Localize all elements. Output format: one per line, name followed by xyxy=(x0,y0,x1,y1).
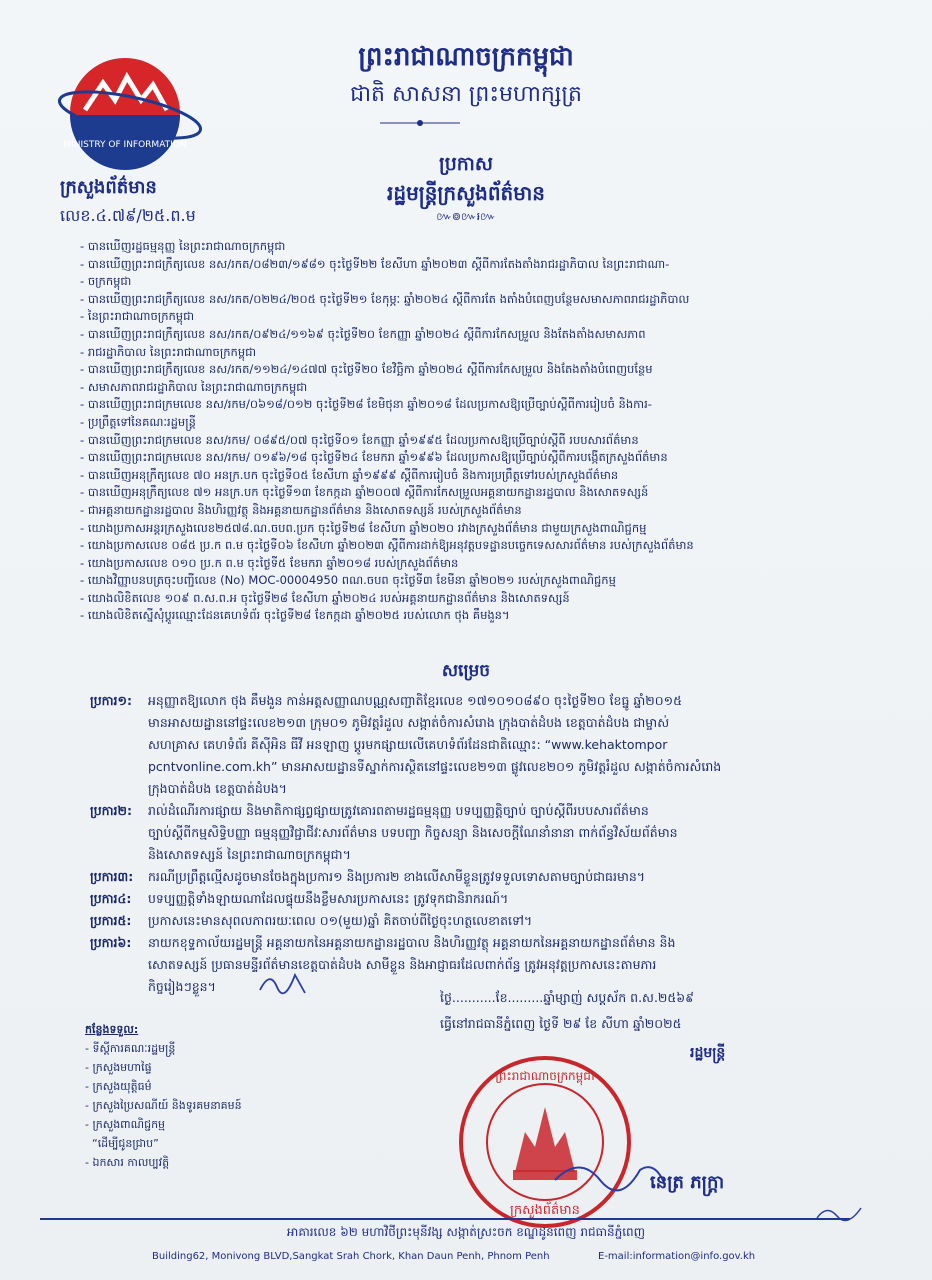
article-text: អនុញ្ញាតឱ្យលោក ថុង គឹមងួន កាន់អត្តសញ្ញាណបណ្ណសញ្ជាតិខ្មែរលេខ ១៧១០១០៨៩០ ចុះថ្ងៃទី២០ ខែធ្នូ ឆ្នាំ២០១៥ xyxy=(148,693,682,708)
article-label xyxy=(90,822,148,844)
preliminary-item: - រាជរដ្ឋាភិបាល នៃព្រះរាជាណាចក្រកម្ពុជា xyxy=(80,344,860,362)
article-label xyxy=(90,756,148,778)
recipient-item: - ទីស្តីការគណៈរដ្ឋមន្ត្រី xyxy=(85,1042,176,1055)
recipient-item: - ក្រសួងពាណិជ្ជកម្ម xyxy=(85,1118,166,1131)
preliminary-item: - បានឃើញព្រះរាជក្រមលេខ នស/រកម/០៦១៨/០១២ ចុះថ្ងៃទី២៨ ខែមិថុនា ឆ្នាំ២០១៨ ដែលប្រកាសឱ្យប្រើច្បាប់ស្តីពីការរៀបចំ និងការ- xyxy=(80,396,860,414)
reference-number: លេខ.៤.៧៩/២៥.ព.ម xyxy=(60,206,196,225)
dateline xyxy=(440,985,694,1037)
divider-ornament xyxy=(380,118,460,128)
preliminary-item: - សមាសភាពរាជរដ្ឋាភិបាល នៃព្រះរាជាណាចក្រកម្ពុជា xyxy=(80,379,860,397)
preliminary-list xyxy=(80,238,860,625)
solar-date: ធ្វើនៅរាជធានីភ្នំពេញ ថ្ងៃទី ២៩ ខែ សីហា ឆ្នាំ២០២៥ xyxy=(440,1016,682,1031)
preliminary-item: - ចក្រកម្ពុជា xyxy=(80,273,860,291)
article-label: ប្រការ៦: xyxy=(90,935,132,950)
article-label: ប្រការ១: xyxy=(90,693,132,708)
signatory-name: នេត្រ ភក្ត្រា xyxy=(650,1172,725,1193)
articles-section xyxy=(90,690,870,998)
article-text: pcntvonline.com.kh” មានអាសយដ្ឋានទីស្នាក់ការស្ថិតនៅផ្ទះលេខ២១៣ ផ្លូវលេខ២០១ ភូមិវត្តរំដួល សង្កាត់ចំការសំរោង xyxy=(148,759,722,774)
article-line xyxy=(90,778,870,800)
article-line xyxy=(90,954,870,976)
preliminary-item: - យោងលិខិតស្នើសុំប្តូរឈ្មោះដែនគេហទំព័រ ចុះថ្ងៃទី២៨ ខែកក្កដា ឆ្នាំ២០២៥ របស់លោក ថុង គឹមងួន។ xyxy=(80,607,860,625)
ministry-name: ក្រសួងព័ត៌មាន xyxy=(60,177,157,198)
article-line xyxy=(90,932,870,954)
article-label: ប្រការ៤: xyxy=(90,891,132,906)
article-line xyxy=(90,734,870,756)
article-text: ច្បាប់ស្តីពីកម្មសិទ្ធិបញ្ញា ធម្មនុញ្ញវិជ្ជាជីវៈសារព័ត៌មាន បទបញ្ជា កិច្ចសន្យា និងសេចក្តីណែនាំនានា ពាក់ព័ន្ធវិស័យព័ត៌មាន xyxy=(148,825,678,840)
article-label xyxy=(90,976,148,998)
article-text: សោតទស្សន៍ ប្រធានមន្ទីរព័ត៌មានខេត្តបាត់ដំបង សាមីខ្លួន និងអាជ្ញាធរដែលពាក់ព័ន្ធ ត្រូវអនុវត្តប្រកាសនេះតាមភារ xyxy=(148,957,657,972)
article-line xyxy=(90,690,870,712)
initial-signature xyxy=(255,965,310,1000)
article-label: ប្រការ២: xyxy=(90,803,132,818)
article-label xyxy=(90,734,148,756)
article-line xyxy=(90,844,870,866)
preliminary-item: - យោងប្រកាសអន្តរក្រសួងលេខ២៥៧៨.ណ.ចបព.ប្រក ចុះថ្ងៃទី២៨ ខែសីហា ឆ្នាំ២០២០ រវាងក្រសួងព័ត៌មាន ជាមួយក្រសួងពាណិជ្ជកម្ម xyxy=(80,520,860,538)
article-line xyxy=(90,800,870,822)
preliminary-item: - បានឃើញព្រះរាជក្រឹត្យលេខ នស/រកត/០៨២៣/១៩៨១ ចុះថ្ងៃទី២២ ខែសីហា ឆ្នាំ២០២៣ ស្តីពីការតែងតាំងរាជរដ្ឋាភិបាល នៃព្រះរាជាណា- xyxy=(80,256,860,274)
preliminary-item: - យោងប្រកាសលេខ ០១០ ប្រ.ក ព.ម ចុះថ្ងៃទី៥ ខែមករា ឆ្នាំ២០១៨ របស់ក្រសួងព័ត៌មាន xyxy=(80,555,860,573)
article-label: ប្រការ៣: xyxy=(90,869,134,884)
article-text: និងសោតទស្សន៍ នៃព្រះរាជាណាចក្រកម្ពុជា។ xyxy=(148,847,351,862)
signatory-title: រដ្ឋមន្ត្រី xyxy=(690,1045,726,1061)
article-label xyxy=(90,778,148,800)
recipient-item: - ក្រសួងប្រៃសណីយ៍ និងទូរគមនាគមន៍ xyxy=(85,1099,242,1112)
seal-bottom-text: ក្រសួងព័ត៌មាន xyxy=(510,1203,580,1218)
recipient-item: - ឯកសារ កាលប្បវត្តិ xyxy=(85,1156,170,1169)
lunar-date: ថ្ងៃ...........ខែ.........ឆ្នាំម្សាញ់ សប្តស័ក ព.ស.២៥៦៩ xyxy=(440,990,694,1005)
article-line xyxy=(90,712,870,734)
preliminary-item: - បានឃើញព្រះរាជក្រមលេខ នស/រកម/ ០១៩៦/១៨ ចុះថ្ងៃទី២៤ ខែមករា ឆ្នាំ១៩៩៦ ដែលប្រកាសឱ្យប្រើច្បាប់ស្តីពីការបង្កើតក្រសួងព័ត៌មាន xyxy=(80,449,860,467)
document-type: ប្រកាស xyxy=(439,153,493,175)
preliminary-item: - បានឃើញអនុក្រឹត្យលេខ ៧១ អនក្រ.បក ចុះថ្ងៃទី១៣ ខែកក្កដា ឆ្នាំ២០០៧ ស្តីពីការកែសម្រួលអគ្គនាយកដ្ឋានរដ្ឋបាល និងសោតទស្សន៍ xyxy=(80,484,860,502)
preliminary-item: - យោងប្រកាសលេខ ០៨៥ ប្រ.ក ព.ម ចុះថ្ងៃទី០៦ ខែសីហា ឆ្នាំ២០២៣ ស្តីពីការដាក់ឱ្យអនុវត្តបទដ្ឋានបច្ចេកទេសសារព័ត៌មាន របស់ក្រសួងព័ត៌មាន xyxy=(80,537,860,555)
recipients-block xyxy=(85,1020,242,1172)
preliminary-item: - ជាអគ្គនាយកដ្ឋានរដ្ឋបាល និងហិរញ្ញវត្ថុ និងអគ្គនាយកដ្ឋានព័ត៌មាន និងសោតទស្សន៍ របស់ក្រសួងព័ត៌មាន xyxy=(80,502,860,520)
article-line xyxy=(90,888,870,910)
preliminary-item: - ប្រព្រឹត្តទៅនៃគណៈរដ្ឋមន្ត្រី xyxy=(80,414,860,432)
official-seal xyxy=(455,1052,635,1232)
title-ornament: ៚៙៚៛៚ xyxy=(436,210,496,223)
preliminary-item: - នៃព្រះរាជាណាចក្រកម្ពុជា xyxy=(80,308,860,326)
preliminary-item: - បានឃើញព្រះរាជក្រឹត្យលេខ នស/រកត/១១២៤/១៤៧៧ ចុះថ្ងៃទី២០ ខែវិច្ឆិកា ឆ្នាំ២០២៤ ស្តីពីការកែសម្រួល និងតែងតាំងបំពេញបន្ថែម xyxy=(80,361,860,379)
article-text: សហគ្រាស គេហទំព័រ គីស៊ីអិន ធីវី អនឡាញ ប្តូរមកផ្សាយលើគេហទំព័រដែនជាតិឈ្មោះ: “www.kehaktompor xyxy=(148,737,668,752)
article-text: បទប្បញ្ញត្តិទាំងឡាយណាដែលផ្ទុយនឹងខ្លឹមសារប្រកាសនេះ ត្រូវទុកជានិរាករណ៍។ xyxy=(148,891,509,906)
article-line xyxy=(90,866,870,888)
decision-heading: សម្រេច xyxy=(441,661,491,681)
article-text: រាល់ដំណើរការផ្សាយ និងមាតិកាផ្សព្វផ្សាយត្រូវគោរពតាមរដ្ឋធម្មនុញ្ញ បទប្បញ្ញត្តិច្បាប់ ច្បាប់ស្តីពីរបបសារព័ត៌មាន xyxy=(148,803,649,818)
recipient-item: - ក្រសួងមហាផ្ទៃ xyxy=(85,1061,152,1074)
article-text: ករណីប្រព្រឹត្តល្មើសដូចមានចែងក្នុងប្រការ១ និងប្រការ២ ខាងលើសាមីខ្លួនត្រូវទទួលទោសតាមច្បាប់ជាធរមាន។ xyxy=(148,869,646,884)
article-text: មានអាសយដ្ឋាននៅផ្ទះលេខ២១៣ ក្រុម០១ ភូមិវត្តរំដួល សង្កាត់ចំការសំរោង ក្រុងបាត់ដំបង ខេត្តបាត់ដំបង ជាម្ចាស់ xyxy=(148,715,670,730)
document-issuer: រដ្ឋមន្ត្រីក្រសួងព័ត៌មាន xyxy=(387,181,545,205)
kingdom-title: ព្រះរាជាណាចក្រកម្ពុជា xyxy=(358,42,574,72)
preliminary-item: - បានឃើញព្រះរាជក្រឹត្យលេខ នស/រកត/០៩២៤/១១៦៩ ចុះថ្ងៃទី២០ ខែកញ្ញា ឆ្នាំ២០២៤ ស្តីពីការកែសម្រួល និងតែងតាំងសមាសភាព xyxy=(80,326,860,344)
article-line xyxy=(90,756,870,778)
article-text: ក្រុងបាត់ដំបង ខេត្តបាត់ដំបង។ xyxy=(148,781,287,796)
recipient-item: “ដើម្បីជូនជ្រាប” xyxy=(85,1137,159,1150)
article-text: កិច្ចរៀងៗខ្លួន។ xyxy=(148,979,216,994)
article-label: ប្រការ៥: xyxy=(90,913,132,928)
preliminary-item: - បានឃើញព្រះរាជក្រមលេខ នស/រកម/ ០៨៩៥/០៧ ចុះថ្ងៃទី០១ ខែកញ្ញា ឆ្នាំ១៩៩៥ ដែលប្រកាសឱ្យប្រើច្បាប់ស្តីពី របបសារព័ត៌មាន xyxy=(80,432,860,450)
footer-address-english: Building62, Monivong BLVD,Sangkat Srah Chork, Khan Daun Penh, Phnom Penh xyxy=(152,1251,550,1262)
seal-top-text: ព្រះរាជាណាចក្រកម្ពុជា xyxy=(495,1069,595,1083)
preliminary-item: - យោងវិញ្ញាបនបត្រចុះបញ្ជីលេខ (No) MOC-00004950 ពណ.ចបព ចុះថ្ងៃទី៣ ខែមីនា ឆ្នាំ២០២១ របស់ក្រសួងពាណិជ្ជកម្ម xyxy=(80,572,860,590)
article-label xyxy=(90,954,148,976)
recipient-item: - ក្រសួងយុត្តិធម៌ xyxy=(85,1080,152,1093)
article-label xyxy=(90,844,148,866)
recipients-heading: កន្លែងទទួល: xyxy=(85,1023,139,1036)
article-text: ប្រកាសនេះមានសុពលភាពរយៈពេល ០១(មួយ)ឆ្នាំ គិតចាប់ពីថ្ងៃចុះហត្ថលេខាតទៅ។ xyxy=(148,913,533,928)
footer-address-khmer: អាគារលេខ ៦២ មហាវិថីព្រះមុនីវង្ស សង្កាត់ស្រះចក ខណ្ឌដូនពេញ រាជធានីភ្នំពេញ xyxy=(286,1225,646,1239)
article-label xyxy=(90,712,148,734)
article-line xyxy=(90,822,870,844)
preliminary-item: - បានឃើញអនុក្រឹត្យលេខ ៧០ អនក្រ.បក ចុះថ្ងៃទី០៥ ខែសីហា ឆ្នាំ១៩៩៩ ស្តីពីការរៀបចំ និងការប្រព្រឹត្តទៅរបស់ក្រសួងព័ត៌មាន xyxy=(80,467,860,485)
logo-text: MINISTRY OF INFORMATION xyxy=(63,140,187,150)
article-text: នាយកខុទ្ទកាល័យរដ្ឋមន្ត្រី អគ្គនាយកនៃអគ្គនាយកដ្ឋានរដ្ឋបាល និងហិរញ្ញវត្ថុ អគ្គនាយកនៃអគ្គនាយកដ្ឋានព័ត៌មាន និង xyxy=(148,935,676,950)
article-line xyxy=(90,910,870,932)
footer-rule xyxy=(40,1218,850,1220)
national-motto: ជាតិ សាសនា ព្រះមហាក្សត្រ xyxy=(350,82,582,107)
footer-initial xyxy=(815,1200,865,1225)
preliminary-item: - បានឃើញព្រះរាជក្រឹត្យលេខ នស/រកត/០២២៤/២០៥ ចុះថ្ងៃទី២១ ខែកុម្ភៈ ឆ្នាំ២០២៤ ស្តីពីការតែ ងតាំងបំពេញបន្ថែមសមាសភាពរាជរដ្ឋាភិបាល xyxy=(80,291,860,309)
preliminary-item: - បានឃើញរដ្ឋធម្មនុញ្ញ នៃព្រះរាជាណាចក្រកម្ពុជា xyxy=(80,238,860,256)
preliminary-item: - យោងលិខិតលេខ ១០៩ ព.ស.ព.អ ចុះថ្ងៃទី២៨ ខែសីហា ឆ្នាំ២០២៤ របស់អគ្គនាយកដ្ឋានព័ត៌មាន និងសោតទស្សន៍ xyxy=(80,590,860,608)
footer-email: E-mail:information@info.gov.kh xyxy=(598,1251,756,1262)
